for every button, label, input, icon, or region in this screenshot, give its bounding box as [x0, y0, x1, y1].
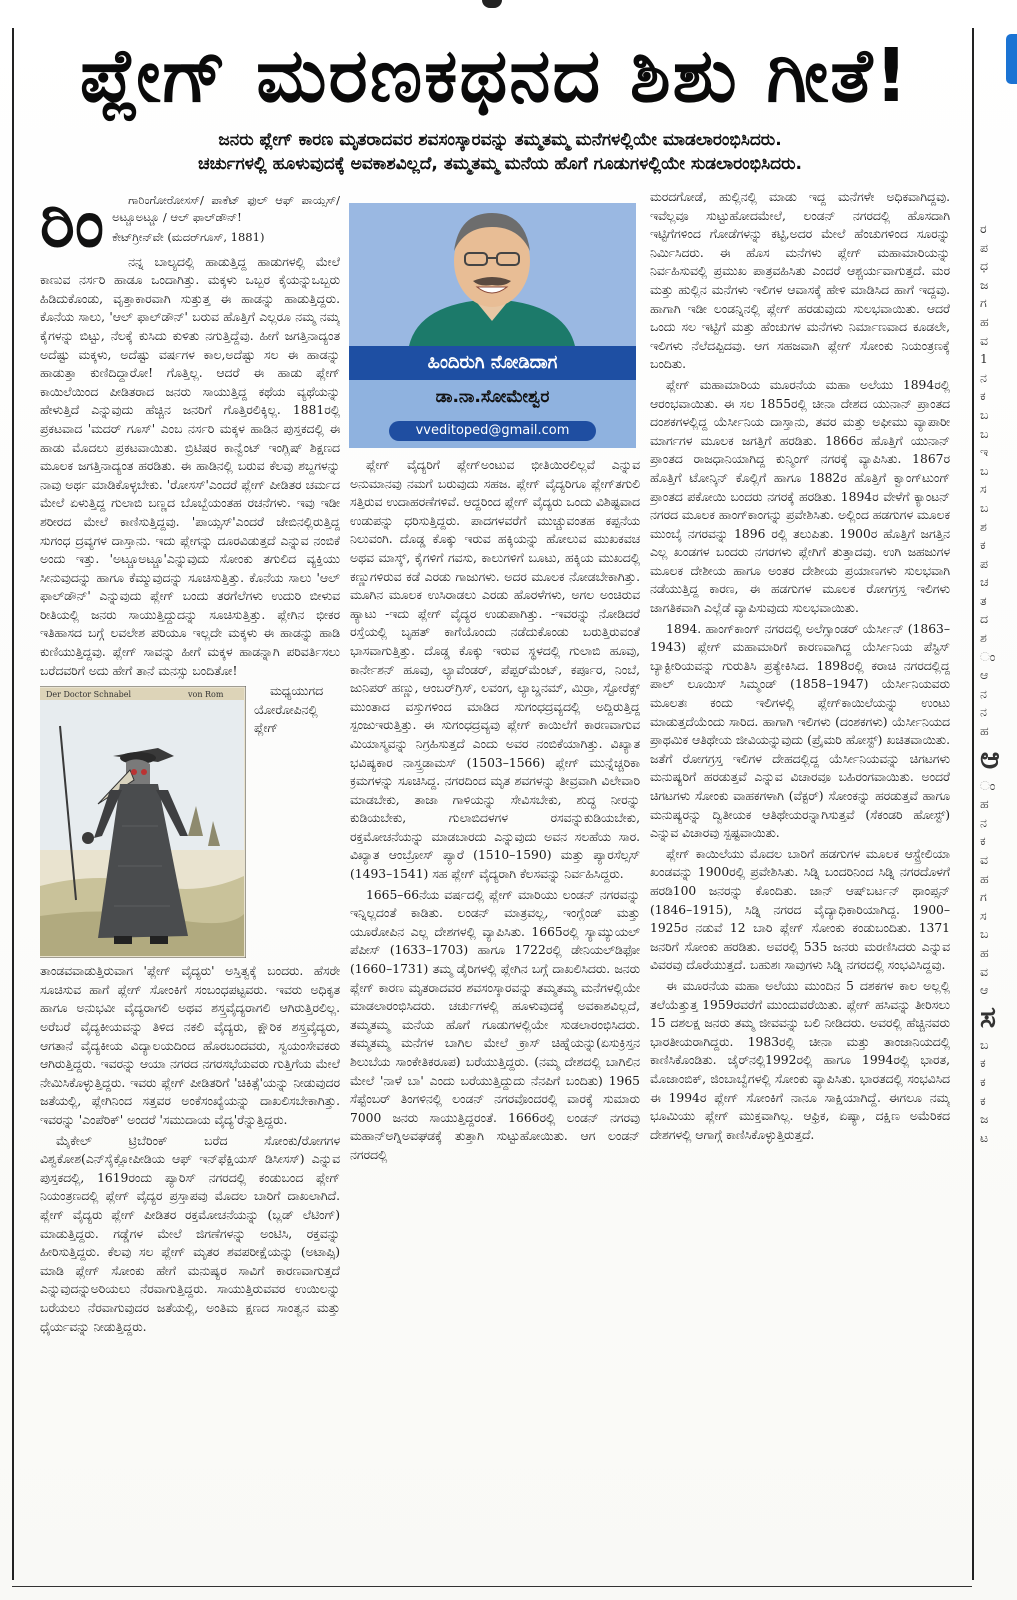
fragment-line-start: ಶ: [980, 519, 987, 534]
adjacent-article-fragment: [980, 220, 1017, 1580]
fragment-line-start: ದ: [980, 612, 988, 627]
fragment-line-start: ಸ: [980, 482, 987, 497]
article-column-3: [650, 188, 950, 1568]
page-top-mark: [482, 0, 502, 8]
fragment-line-start: ಹ: [980, 871, 989, 886]
fragment-line-start: ನ: [980, 815, 987, 830]
drop-cap: ರಿಂ: [40, 192, 105, 262]
column-1-paragraph-1: ನನ್ನ ಬಾಲ್ಯದಲ್ಲಿ ಹಾಡುತ್ತಿದ್ದ ಹಾಡುಗಳಲ್ಲಿ ಮೇಲೆ ಕಾಣುವ ನರ್ಸರಿ ಹಾಡೂ ಒಂದಾಗಿತ್ತು. ಮಕ್ಕಳು ಒಬ್ಬರ ಕೈಯನ್ನುಒಬ್ಬರು ಹಿಡಿದುಕೊಂಡು, ವೃತ್ತಾಕಾರವಾಗಿ ಸುತ್ತುತ್ತ ಈ ಹಾಡನ್ನು ಹಾಡುತ್ತಿದ್ದರು. ಕೊನೆಯ ಸಾಲು, 'ಆಲ್ ಫಾಲ್‌ಡೌನ್' ಬರುವ ಹೊತ್ತಿಗೆ ಎಲ್ಲರೂ ನಮ್ಮ ನಮ್ಮ ಕೈಗಳನ್ನು ಬಿಟ್ಟು, ನೆಲಕ್ಕೆ ಕುಸಿದು ಕುಳಿತು ನಗುತ್ತಿದ್ದೆವು. ಹೀಗೆ ಜಗತ್ತಿನಾದ್ಯಂತ ಅದೆಷ್ಟು ಮಕ್ಕಳು, ಅದೆಷ್ಟು ವರ್ಷಗಳ ಕಾಲ,ಅದೆಷ್ಟು ಸಲ ಈ ಹಾಡನ್ನು ಹಾಡುತ್ತಾ ಕುಣಿದಿದ್ದಾರೋ! ಗೊತ್ತಿಲ್ಲ. ಆದರೆ ಈ ಹಾಡು ಪ್ಲೇಗ್ ಕಾಯಿಲೆಯಿಂದ ಪೀಡಿತರಾದ ಜನರು ಸಾಯುತ್ತಿದ್ದ ಕಥೆಯ ವ್ಯಥೆಯನ್ನು ಹೇಳುತ್ತಿದೆ ಎನ್ನುವುದು ಹೆಚ್ಚಿನ ಜನರಿಗೆ ಗೊತ್ತಿರಲಿಕ್ಕಿಲ್ಲ. 1881ರಲ್ಲಿ ಪ್ರಕಟವಾದ 'ಮದರ್ ಗೂಸ್' ಎಂಬ ನರ್ಸರಿ ಮಕ್ಕಳ ಹಾಡಿನ ಪುಸ್ತಕದಲ್ಲಿ ಈ ಹಾಡು ಮೊದಲು ಪ್ರಕಟವಾಯಿತು. ಬ್ರಿಟಿಷರ ಕಾನ್ವೆಂಟ್ ಇಂಗ್ಲಿಷ್ ಶಿಕ್ಷಣದ ಮೂಲಕ ಜಗತ್ತಿನಾದ್ಯಂತ ಹರಡಿತು. ಈ ಹಾಡಿನಲ್ಲಿ ಬರುವ ಕೆಲವು ಶಬ್ದಗಳನ್ನು ನಾವು ಅರ್ಥ ಮಾಡಿಕೊಳ್ಳಬೇಕು. 'ರೋಸಸ್'ಎಂದರೆ ಪ್ಲೇಗ್ ಪೀಡಿತರ ಚರ್ಮದ ಮೇಲೆ ಏಳುತ್ತಿದ್ದ ಗುಲಾಬಿ ಬಣ್ಣದ ಬೊಬ್ಬೆಯಂತಹ ರಚನೆಗಳು. ಇವು ಇಡೀ ಶರೀರದ ಮೇಲೆ ಕಾಣಿಸುತ್ತಿದ್ದವು. 'ಪಾಯ್ಸಸ್'ಎಂದರೆ ಜೇಬಿನಲ್ಲಿರುತ್ತಿದ್ದ ಸುಗಂಧ ದ್ರವ್ಯಗಳ ದಾಸ್ತಾನು. ಇದು ಪ್ಲೇಗನ್ನು ದೂರವಿಡುತ್ತದೆ ಎನ್ನುವ ನಂಬಿಕೆ ಅಂದು ಇತ್ತು. 'ಅಟ್ಚೂಅಟ್ಚೂ'ಎನ್ನುವುದು ಸೋಂಕು ತಗುಲಿದ ವ್ಯಕ್ತಿಯು ಸೀನುವುದನ್ನು ಹಾಗೂ ಕೆಮ್ಮುವುದನ್ನು ಸೂಚಿಸುತ್ತಿತ್ತು. ಕೊನೆಯ ಸಾಲು 'ಆಲ್ ಫಾಲ್‌ಡೌನ್' ಎನ್ನುವುದು ಪ್ಲೇಗ್ ಬಂದು ತರಗೆಲೆಗಳು ಉದುರಿ ಬೀಳುವ ರೀತಿಯಲ್ಲಿ ಜನರು ಸಾಯುತ್ತಿದ್ದುದನ್ನು ಸೂಚಿಸುತ್ತಿತ್ತು. ಪ್ಲೇಗಿನ ಭೀಕರ ಇತಿಹಾಸದ ಬಗ್ಗೆ ಲವಲೇಶ ಪರಿಯೂ ಇಲ್ಲದೇ ಮಕ್ಕಳು ಈ ಹಾಡನ್ನು ಹಾಡಿ ಕುಣಿಯುತ್ತಿದ್ದವು. ಪ್ಲೇಗ್ ಸಾವನ್ನು ಹೀಗೆ ಮಕ್ಕಳ ಹಾಡನ್ನಾಗಿ ಪರಿವರ್ತಿಸಲು ಬರೆದವರಿಗೆ ಅದು ಹೇಗೆ ತಾನೆ ಮನಸ್ಸು ಬಂದಿತೋ!: [40, 254, 340, 678]
fragment-line-start: ಹ: [980, 945, 989, 960]
fragment-line-start: ಂ: [980, 778, 996, 793]
fragment-line-start: ಬ: [980, 407, 989, 422]
fragment-line-start: ವ: [980, 333, 988, 348]
fragment-line-start: ಜ: [980, 277, 989, 292]
author-photo-box: [349, 203, 636, 448]
nursery-rhyme-epigraph: ಗಾರಿಂಗೋರೋಸಸ್/ ಪಾಕೆಟ್ ಫುಲ್ ಆಫ್ ಪಾಯ್ಸಸ್/ ಅಟ್ಚೂಅಟ್ಚೂ / ಆಲ್ ಫಾಲ್‌ಡೌನ್!: [112, 193, 340, 224]
column-3-paragraph-1: ಮರದಗೋಡೆ, ಹುಲ್ಲಿನಲ್ಲಿ ಮಾಡು ಇದ್ದ ಮನೆಗಳೇ ಅಧಿಕವಾಗಿದ್ದವು. ಇವೆಲ್ಲವೂ ಸುಟ್ಟುಹೋದಮೇಲೆ, ಲಂಡನ್ ನಗರದಲ್ಲಿ ಹೊಸದಾಗಿ ಇಟ್ಟಿಗೆಗಳಿಂದ ಗೋಡೆಗಳನ್ನು ಕಟ್ಟಿ,ಅದರ ಮೇಲೆ ಹೆಂಚುಗಳಿಂದ ಸೂರನ್ನು ನಿರ್ಮಿಸಿದರು. ಈ ಹೊಸ ಮನೆಗಳು ಪ್ಲೇಗ್ ಮಹಾಮಾರಿಯನ್ನು ನಿರ್ವಹಿಸುವಲ್ಲಿ ಪ್ರಮುಖ ಪಾತ್ರವಹಿಸಿತು ಎಂದರೆ ಆಶ್ಚರ್ಯವಾಗುತ್ತದೆ. ಮರ ಮತ್ತು ಹುಲ್ಲಿನ ಮನೆಗಳು ಇಲಿಗಳ ಆವಾಸಕ್ಕೆ ಹೇಳಿ ಮಾಡಿಸಿದ ಹಾಗೆ ಇದ್ದವು. ಹಾಗಾಗಿ ಇಡೀ ಲಂಡನ್ನಿನಲ್ಲಿ ಪ್ಲೇಗ್ ಹರಡುವುದು ಸುಲಭವಾಯಿತು. ಆದರೆ ಒಂದು ಸಲ ಇಟ್ಟಿಗೆ ಮತ್ತು ಹೆಂಚುಗಳ ಮನೆಗಳು ನಿರ್ಮಾಣವಾದ ಕೂಡಲೇ, ಇಲಿಗಳು ನೆಲೆದಪ್ಪಿದವು. ಆಗ ಸಹಜವಾಗಿ ಪ್ಲೇಗ್ ಸೋಂಕು ನಿಯಂತ್ರಣಕ್ಕೆ ಬಂದಿತು.: [650, 190, 950, 372]
article-headline: ಪ್ಲೇಗ್ ಮರಣಕಥನದ ಶಿಶು ಗೀತೆ!: [79, 33, 911, 119]
author-email[interactable]: vveditoped@gmail.com: [389, 421, 596, 441]
fragment-line-start: ಸ: [980, 908, 987, 923]
fragment-line-start: ವ: [980, 964, 988, 979]
fragment-heading-letter: ಸ: [980, 999, 996, 1035]
article-column-1: [40, 192, 340, 1572]
fragment-line-start: ಟ: [980, 1130, 989, 1145]
author-name: ಡಾ.ನಾ.ಸೋಮೇಶ್ವರ: [435, 387, 550, 407]
epigraph-citation: ಕೇಟ್‌ಗ್ರೀನ್‌ವೇ (ಮದರ್‌ಗೂಸ್, 1881): [112, 230, 265, 244]
fragment-line-start: ನ: [980, 370, 987, 385]
fragment-line-start: ಬ: [980, 1037, 989, 1052]
right-column-rule: [972, 28, 974, 1580]
column-3-paragraph-3: 1894. ಹಾಂಗ್‌ಕಾಂಗ್ ನಗರದಲ್ಲಿ ಅಲೆಗ್ಸಾಂಡರ್ ಯೆರ್ಸೀನ್ (1863–1943) ಪ್ಲೇಗ್ ಮಹಾಮಾರಿಗೆ ಕಾರಣವಾಗಿದ್ದ ಯೆರ್ಸೀನಿಯ ಪೆಸ್ಟಿಸ್ ಬ್ಯಾಕ್ಟೀರಿಯವನ್ನು ಗುರುತಿಸಿ ಪ್ರತ್ಯೇಕಿಸಿದ. 1898ರಲ್ಲಿ ಕರಾಚಿ ನಗರದಲ್ಲಿದ್ದ ಪಾಲ್ ಲೂಯಿಸ್ ಸಿಮ್ಮಂಡ್ (1858–1947) ಯೆರ್ಸೀನಿಯವರು ಮೂಲತಃ ಕಂದು ಇಲಿಗಳಲ್ಲಿ ಪ್ಲೇಗ್‌ಕಾಯಿಲೆಯನ್ನು ಉಂಟು ಮಾಡುತ್ತದೆಯೆಂದು ಸಾರಿದ. ಹಾಗಾಗಿ ಇಲಿಗಳು (ದಂಶಕಗಳು) ಯೆರ್ಸೀನಿಯದ ಪ್ರಾಥಮಿಕ ಆತಿಥೇಯ ಜೀವಿಯನ್ನುವುದು (ಪ್ರೈಮರಿ ಹೋಸ್ಟ್) ಖಚಿತವಾಯಿತು. ಜತೆಗೆ ರೋಗಗ್ರಸ್ತ ಇಲಿಗಳ ದೇಹದಲ್ಲಿದ್ದ ಯೆರ್ಸೀನಿಯವನ್ನು ಚಿಗಟಗಳು ಮನುಷ್ಯರಿಗೆ ಹರಡುತ್ತವೆ ಎನ್ನುವ ವಿಚಾರವೂ ಬಹಿರಂಗವಾಯಿತು. ಅಂದರೆ ಚಿಗಟಗಳು ಸೋಂಕು ವಾಹಕಗಳಾಗಿ (ವೆಕ್ಟರ್) ಸೋಂಕನ್ನು ಹರಡುತ್ತವೆ ಹಾಗೂ ಮನುಷ್ಯರನ್ನು ದ್ವಿತೀಯಕ ಆತಿಥೇಯರನ್ನಾಗಿಸುತ್ತವೆ (ಸೆಕಂಡರಿ ಹೋಸ್ಟ್) ಎನ್ನುವ ವಿಚಾರವು ಸ್ಪಷ್ಟವಾಯಿತು.: [650, 621, 950, 841]
fragment-line-start: ಧ: [980, 259, 988, 274]
fragment-line-start: ಬ: [980, 927, 989, 942]
left-column-rule: [12, 28, 14, 1580]
fragment-line-start: ಆ: [980, 983, 989, 998]
column-2-paragraph-1: ಪ್ಲೇಗ್ ವೈದ್ಯರಿಗೆ ಪ್ಲೇಗ್‌ಅಂಟುವ ಭೀತಿಯಿರಲಿಲ್ಲವೆ ಎನ್ನುವ ಅನುಮಾನವು ನಮಗೆ ಬರುವುದು ಸಹಜ. ಪ್ಲೇಗ್ ವೈದ್ಯರಿಗೂ ಪ್ಲೇಗ್‌ತಗುಲಿ ಸತ್ತಿರುವ ಉದಾಹರಣೆಗಳಿವೆ. ಆದ್ದರಿಂದ ಪ್ಲೇಗ್ ವೈದ್ಯರು ಒಂದು ವಿಶಿಷ್ಟವಾದ ಉಡುಪನ್ನು ಧರಿಸುತ್ತಿದ್ದರು. ಪಾದಗಳವರೆಗೆ ಮುಚ್ಚುವಂತಹ ಕಪ್ಪನೆಯ ನಿಲುವಂಗಿ. ದೊಡ್ಡ ಕೊಕ್ಕು ಇರುವ ಹಕ್ಕಿಯನ್ನು ಹೋಲುವ ಮುಖಕವಚ ಅಥವ ಮಾಸ್ಕ್, ಕೈಗಳಿಗೆ ಗವಸು, ಕಾಲುಗಳಿಗೆ ಬೂಟು, ಹಕ್ಕಿಯ ಮುಖದಲ್ಲಿ ಕಣ್ಣುಗಳಿರುವ ಕಡೆ ಎರಡು ಗಾಜುಗಳು. ಅದರ ಮೂಲಕ ನೋಡಬೇಕಾಗಿತ್ತು. ಮೂಗಿನ ಮೂಲಕ ಉಸಿರಾಡಲು ಎರಡು ಹೊರಳೆಗಳು, ಅಗಲ ಅಂಚಿರುವ ಹ್ಯಾಟು -ಇದು ಪ್ಲೇಗ್ ವೈದ್ಯರ ಉಡುಪಾಗಿತ್ತು. -ಇವರನ್ನು ನೋಡಿದರೆ ರಸ್ತೆಯಲ್ಲಿ ಬೃಹತ್ ಕಾಗೆಯೊಂದು ನಡೆದುಕೊಂಡು ಬರುತ್ತಿರುವಂತೆ ಭಾಸವಾಗುತ್ತಿತ್ತು. ದೊಡ್ಡ ಕೊಕ್ಕು ಇರುವ ಸ್ಥಳದಲ್ಲಿ ಗುಲಾಬಿ ಹೂವು, ಕಾರ್ನೇಶನ್ ಹೂವು, ಲ್ಯಾವೆಂಡರ್, ಪೆಪ್ಪರ್‌ಮೆಂಟ್, ಕರ್ಪೂರ, ನಿಂಬೆ, ಜುನಿಪರ್ ಹಣ್ಣು, ಆಂಬರ್‌ಗ್ರಿಸ್, ಲವಂಗ, ಲ್ಯಾಬ್ಡನಮ್, ಮಿರ್ರಾ, ಸ್ಟೋರೆಕ್ಸ್ ಮುಂತಾದ ವಸ್ತುಗಳಿಂದ ಮಾಡಿದ ಸುಗಂಧದ್ರವ್ಯದಲ್ಲಿ ಅದ್ದಿರುತ್ತಿದ್ದ ಸ್ಪಂಜುಇರುತ್ತಿತ್ತು. ಈ ಸುಗಂಧದ್ರವ್ಯವು ಪ್ಲೇಗ್ ಕಾಯಿಲೆಗೆ ಕಾರಣವಾಗುವ ಮಿಯಾಸ್ಮವನ್ನು ನಿಗ್ರಹಿಸುತ್ತದೆ ಎಂದು ಅವರ ನಂಬಿಕೆಯಾಗಿತ್ತು. ವಿಖ್ಯಾತ ಭವಿಷ್ಯಕಾರ ನಾಸ್ತ್ರಡಾಮಸ್ (1503–1566) ಪ್ಲೇಗ್ ಮುನ್ನೆಚ್ಚರಿಕಾ ಕ್ರಮಗಳನ್ನು ಸೂಚಿಸಿದ್ದ. ನಗರದಿಂದ ಮೃತ ಶವಗಳನ್ನು ತೀವ್ರವಾಗಿ ವಿಲೇವಾರಿ ಮಾಡಬೇಕು, ತಾಜಾ ಗಾಳಿಯನ್ನು ಸೇವಿಸಬೇಕು, ಶುದ್ಧ ನೀರನ್ನು ಕುಡಿಯಬೇಕು, ಗುಲಾಬಿದಳಗಳ ರಸವನ್ನುಕುಡಿಯಬೇಕು, ರಕ್ತಮೋಚನೆಯನ್ನು ಮಾಡಬಾರದು ಎನ್ನುವುದು ಅವನ ಸಲಹೆಯ ಸಾರ. ವಿಖ್ಯಾತ ಆಂಬ್ರೋಸ್ ಪ್ಯಾರೆ (1510–1590) ಮತ್ತು ಪ್ಯಾರಸೆಲ್ಸಸ್ (1493–1541) ಸಹ ಪ್ಲೇಗ್ ವೈದ್ಯರಾಗಿ ಕೆಲಸವನ್ನು ನಿರ್ವಹಿಸಿದ್ದರು.: [350, 458, 640, 882]
fragment-line-start: ವ: [980, 853, 988, 867]
fragment-line-start: ಗ: [980, 890, 987, 905]
fragment-line-start: ಕ: [980, 1074, 986, 1089]
fragment-line-start: ನ: [980, 686, 987, 701]
bottom-rule: [12, 1586, 972, 1587]
fragment-line-start: ಹ: [980, 724, 989, 739]
fragment-line-start: ತ: [980, 593, 987, 608]
fragment-line-start: 1: [980, 352, 988, 367]
fragment-line-start: ಪ: [980, 240, 988, 255]
column-2-paragraph-2: 1665–66ನೆಯ ವರ್ಷದಲ್ಲಿ ಪ್ಲೇಗ್ ಮಾರಿಯು ಲಂಡನ್ ನಗರವನ್ನು ಇನ್ನಿಲ್ಲದಂತೆ ಕಾಡಿತು. ಲಂಡನ್ ಮಾತ್ರವಲ್ಲ, ಇಂಗ್ಲೆಂಡ್ ಮತ್ತು ಯೂರೋಪಿನ ಎಲ್ಲ ದೇಶಗಳಲ್ಲಿ ವ್ಯಾಪಿಸಿತು. 1665ರಲ್ಲಿ ಸ್ಯಾಮ್ಯುಯಲ್ ಪೆಪೀಸ್ (1633–1703) ಹಾಗೂ 1722ರಲ್ಲಿ ಡೇನಿಯಲ್‌ಡಿಫೋ (1660–1731) ತಮ್ಮ ಡೈರಿಗಳಲ್ಲಿ ಪ್ಲೇಗಿನ ಬಗ್ಗೆ ದಾಖಲಿಸಿದರು. ಜನರು ಪ್ಲೇಗ್ ಕಾರಣ ಮೃತರಾದವರ ಶವಸಂಸ್ಕಾರವನ್ನು ತಮ್ಮತಮ್ಮ ಮನೆಗಳಲ್ಲಿಯೇ ಮಾಡಲಾರಂಭಿಸಿದರು. ಚರ್ಚುಗಳಲ್ಲಿ ಹೂಳುವುದಕ್ಕೆ ಅವಕಾಶವಿಲ್ಲದೆ, ತಮ್ಮತಮ್ಮ ಮನೆಯ ಹೊಗೆ ಗೂಡುಗಳಲ್ಲಿಯೇ ಸುಡಲಾರಂಭಿಸಿದರು. ತಮ್ಮತಮ್ಮ ಮನೆಗಳ ಬಾಗಿಲ ಮೇಲೆ ಕ್ರಾಸ್ ಚಿಹ್ನೆಯನ್ನು(ಏಸುಕ್ರಿಸ್ತನ ಶಿಲುಬೆಯ ಸಾಂಕೇತಿಕರೂಪ) ಬರೆಯುತ್ತಿದ್ದರು. (ನಮ್ಮ ದೇಶದಲ್ಲಿ ಬಾಗಿಲಿನ ಮೇಲೆ 'ನಾಳೆ ಬಾ' ಎಂದು ಬರೆಯುತ್ತಿದ್ದುದು ನೆನಪಿಗೆ ಬಂದಿತು) 1965 ಸೆಪ್ಟೆಂಬರ್ ತಿಂಗಳಿನಲ್ಲಿ ಲಂಡನ್ ನಗರವೊಂದರಲ್ಲಿ ವಾರಕ್ಕೆ ಸುಮಾರು 7000 ಜನರು ಸಾಯುತ್ತಿದ್ದರಂತೆ. 1666ರಲ್ಲಿ ಲಂಡನ್ ನಗರವು ಮಹಾನ್‌ಅಗ್ನಿಅವಘಡಕ್ಕೆ ತುತ್ತಾಗಿ ಸುಟ್ಟುಹೋಯಿತು. ಆಗ ಲಂಡನ್ ನಗರದಲ್ಲಿ: [350, 887, 640, 1162]
fragment-line-start: ಕ: [980, 1056, 986, 1071]
author-portrait: [349, 203, 636, 346]
fragment-line-start: ಗ: [980, 296, 987, 311]
fragment-line-start: ಇ: [980, 445, 988, 460]
column-1-paragraph-3: ಮೈಕೇಲ್ ಟ್ರಿಬೆರಿಂಕ್ ಬರೆದ ಸೋಂಕು/ರೋಗಗಳ ವಿಶ್ವಕೋಶ(ಎನ್‌ಸೈಕ್ಲೋಪೀಡಿಯ ಆಫ್ ಇನ್‌ಫೆಕ್ಷಿಯಸ್ ಡಿಸೀಸಸ್) ಎನ್ನುವ ಪುಸ್ತಕದಲ್ಲಿ, 1619ರಂದು ಪ್ಯಾರಿಸ್ ನಗರದಲ್ಲಿ ಕಂಡುಬಂದ ಪ್ಲೇಗ್ ನಿಯಂತ್ರಣದಲ್ಲಿ ಪ್ಲೇಗ್ ವೈದ್ಯರ ಪ್ರಸ್ತಾಪವು ಮೊದಲ ಬಾರಿಗೆ ದಾಖಲಾಗಿದೆ. ಪ್ಲೇಗ್ ವೈದ್ಯರು ಪ್ಲೇಗ್ ಪೀಡಿತರ ರಕ್ತಮೋಚನೆಯನ್ನು (ಬ್ಲಡ್ ಲೆಟಿಂಗ್) ಮಾಡುತ್ತಿದ್ದರು. ಗಡ್ಡೆಗಳ ಮೇಲೆ ಜಿಗಣೆಗಳನ್ನು ಅಂಟಿಸಿ, ರಕ್ತವನ್ನು ಹೀರಿಸುತ್ತಿದ್ದರು. ಕೆಲವು ಸಲ ಪ್ಲೇಗ್ ಮೃತರ ಶವಪರೀಕ್ಷೆಯನ್ನು (ಅಟಾಪ್ಸಿ) ಮಾಡಿ ಪ್ಲೇಗ್ ಸೋಂಕು ಹೇಗೆ ಮನುಷ್ಯರ ಸಾವಿಗೆ ಕಾರಣವಾಗುತ್ತದೆ ಎನ್ನುವುದನ್ನುಅರಿಯಲು ನೆರವಾಗುತ್ತಿದ್ದರು. ಸಾಯುತ್ತಿರುವವರ ಉಯಿಲನ್ನು ಬರೆಯಲು ನೆರವಾಗುವುದರ ಜತೆಯಲ್ಲಿ, ಅಂತಿಮ ಕ್ಷಣದ ಸಾಂತ್ವನ ಮತ್ತು ಧೈರ್ಯವನ್ನು ನೀಡುತ್ತಿದ್ದರು.: [40, 1133, 340, 1334]
fragment-line-start: ಕ: [980, 1093, 986, 1108]
fragment-line-start: ಬ: [980, 463, 989, 478]
article-deck: [60, 128, 940, 176]
fragment-line-start: ಕ: [980, 834, 986, 849]
fragment-line-start: ಬ: [980, 426, 989, 441]
article-column-2: [350, 456, 640, 1571]
fragment-line-start: ರ: [980, 222, 987, 236]
fragment-line-start: ಹ: [980, 797, 989, 812]
fragment-line-start: ಂ: [980, 649, 996, 664]
column-3-paragraph-4: ಪ್ಲೇಗ್ ಕಾಯಿಲೆಯು ಮೊದಲ ಬಾರಿಗೆ ಹಡಗುಗಳ ಮೂಲಕ ಆಸ್ಟ್ರೇಲಿಯಾ ಖಂಡವನ್ನು 1900ರಲ್ಲಿ ಪ್ರವೇಶಿಸಿತು. ಸಿಡ್ನಿ ಬಂದರಿನಿಂದ ಸಿಡ್ನಿ ನಗರದೊಳಗೆ ಹರಡಿ100 ಜನರನ್ನು ಕೊಂದಿತು. ಜಾನ್ ಆಷ್‌ಬರ್ಟನ್ ಥಾಂಪ್ಸನ್ (1846–1915), ಸಿಡ್ನಿ ನಗರದ ವೈದ್ಯಾಧಿಕಾರಿಯಾಗಿದ್ದ. 1900–1925ರ ನಡುವೆ 12 ಬಾರಿ ಪ್ಲೇಗ್ ಸೋಂಕು ಕಂಡುಬಂದಿತು. 1371 ಜನರಿಗೆ ಸೋಂಕು ಹರಡಿತು. ಅವರಲ್ಲಿ 535 ಜನರು ಮರಣಿಸಿದರು ಎನ್ನುವ ವಿವರವು ದೊರೆಯುತ್ತದೆ. ಬಹುಶಃ ಸಾವುಗಳು ಸಿಡ್ನಿ ನಗರದಲ್ಲಿ ಸಂಭವಿಸಿದ್ದವು.: [650, 846, 950, 973]
fragment-line-start: ಬ: [980, 500, 989, 515]
deck-line-1: ಜನರು ಪ್ಲೇಗ್ ಕಾರಣ ಮೃತರಾದವರ ಶವಸಂಸ್ಕಾರವನ್ನು ತಮ್ಮತಮ್ಮ ಮನೆಗಳಲ್ಲಿಯೇ ಮಾಡಲಾರಂಭಿಸಿದರು.: [218, 130, 782, 150]
fragment-line-start: ಪ: [980, 556, 988, 571]
plague-doctor-engraving: [40, 686, 246, 958]
fragment-line-start: ಚ: [980, 575, 989, 590]
column-3-paragraph-5: ಈ ಮೂರನೆಯ ಮಹಾ ಅಲೆಯು ಮುಂದಿನ 5 ದಶಕಗಳ ಕಾಲ ಅಲ್ಲಲ್ಲಿ ತಲೆಯೆತ್ತುತ್ತ 1959ರವರೆಗೆ ಮುಂದುವರೆಯಿತು. ಪ್ಲೇಗ್ ಹಸಿವನ್ನು ತೀರಿಸಲು 15 ದಶಲಕ್ಷ ಜನರು ತಮ್ಮ ಜೀವವನ್ನು ಬಲಿ ನೀಡಿದರು. ಅವರಲ್ಲಿ ಹೆಚ್ಚಿನವರು ಭಾರತೀಯರಾಗಿದ್ದರು. 1983ರಲ್ಲಿ ಚೀನಾ ಮತ್ತು ತಾಂಜಾನಿಯದಲ್ಲಿ ಕಾಣಿಸಿಕೊಂಡಿತು. ಜೈರ್‌ನಲ್ಲಿ1992ರಲ್ಲಿ ಹಾಗೂ 1994ರಲ್ಲಿ ಭಾರತ, ಮೊಜಾಂಬಿಕ್, ಜಿಂಬಾಬ್ವೆಗಳಲ್ಲಿ ಸೋಂಕು ವ್ಯಾಪಿಸಿತು. ಭಾರತದಲ್ಲಿ ಸಂಭವಿಸಿದ ಈ 1994ರ ಪ್ಲೇಗ್ ಸೋಂಕಿಗೆ ನಾನೂ ಸಾಕ್ಷಿಯಾಗಿದ್ದೆ. ಈಗಲೂ ನಮ್ಮ ಭೂಮಿಯು ಪ್ಲೇಗ್ ಮುಕ್ತವಾಗಿಲ್ಲ. ಆಫ್ರಿಕ, ಏಷ್ಯಾ, ದಕ್ಷಿಣ ಅಮೆರಿಕದ ದೇಶಗಳಲ್ಲಿ ಆಗಾಗ್ಗೆ ಕಾಣಿಸಿಕೊಳ್ಳುತ್ತಿರುತ್ತದೆ.: [650, 978, 950, 1142]
column-3-paragraph-2: ಪ್ಲೇಗ್ ಮಹಾಮಾರಿಯ ಮೂರನೆಯ ಮಹಾ ಅಲೆಯು 1894ರಲ್ಲಿ ಆರಂಭವಾಯಿತು. ಈ ಸಲ 1855ರಲ್ಲಿ ಚೀನಾ ದೇಶದ ಯುನಾನ್ ಪ್ರಾಂತದ ದಂಶಕಗಳಲ್ಲಿದ್ದ ಯೆರ್ಸೀನಿಯ ದಾಸ್ತಾನು, ತವರ ಮತ್ತು ಅಫೀಮು ವ್ಯಾಪಾರೀ ಮಾರ್ಗಗಳ ಮೂಲಕ ಜಗತ್ತಿಗೆ ಹರಡಿತು. 1866ರ ಹೊತ್ತಿಗೆ ಯುನಾನ್ ಪ್ರಾಂತದ ರಾಜಧಾನಿಯಾಗಿದ್ದ ಕುನ್ಮಿಂಗ್ ನಗರಕ್ಕೆ ವ್ಯಾಪಿಸಿತು. 1867ರ ಹೊತ್ತಿಗೆ ಟೋನ್ಕಿನ್ ಕೊಲ್ಲಿಗೆ ಹಾಗೂ 1882ರ ಹೊತ್ತಿಗೆ ಕ್ವಾಂಗ್‌ಟುಂಗ್ ಪ್ರಾಂತದ ಪಕೋಯಿ ಬಂದರು ನಗರಕ್ಕೆ ಹರಡಿತು. 1894ರ ವೇಳೆಗೆ ಕ್ಯಾಂಟನ್ ನಗರದ ಮೂಲಕ ಹಾಂಗ್‌ಕಾಂಗನ್ನು ಪ್ರವೇಶಿಸಿತು. ಅಲ್ಲಿಂದ ಹಡಗುಗಳ ಮೂಲಕ ಮುಂಬೈ ನಗರವನ್ನು 1896 ರಲ್ಲಿ ತಲುಪಿತು. 1900ರ ಹೊತ್ತಿಗೆ ಜಗತ್ತಿನ ಎಲ್ಲ ಖಂಡಗಳ ಬಂದರು ನಗರಗಳು ಪ್ಲೇಗಿಗೆ ತುತ್ತಾದವು. ಉಗಿ ಜಹಜುಗಳ ಮೂಲಕ ದೇಶೀಯ ಹಾಗೂ ಅಂತರ ದೇಶೀಯ ಪ್ರಯಾಣಗಳು ಸುಲಭವಾಗಿ ನಡೆಯುತ್ತಿದ್ದ ಕಾರಣ, ಈ ಹಡಗುಗಳ ಮೂಲಕ ರೋಗಗ್ರಸ್ತ ಇಲಿಗಳು ಜಾಗತಿಕವಾಗಿ ಎಲ್ಲೆಡೆ ವ್ಯಾಪಿಸುವುದು ಸುಲಭವಾಯಿತು.: [650, 377, 950, 616]
fragment-heading-letter: ಆ: [980, 740, 1000, 776]
fragment-line-start: ನ: [980, 705, 987, 720]
fragment-line-start: ಆ: [980, 668, 989, 683]
fragment-line-start: ಕ: [980, 538, 986, 553]
adjacent-page-blue-tab: [1006, 34, 1017, 84]
column-name: ಹಿಂದಿರುಗಿ ನೋಡಿದಾಗ: [349, 346, 636, 380]
deck-line-2: ಚರ್ಚುಗಳಲ್ಲಿ ಹೂಳುವುದಕ್ಕೆ ಅವಕಾಶವಿಲ್ಲದೆ, ತಮ್ಮತಮ್ಮ ಮನೆಯ ಹೊಗೆ ಗೂಡುಗಳಲ್ಲಿಯೇ ಸುಡಲಾರಂಭಿಸಿದರು.: [198, 154, 802, 174]
engraving-caption-left: Der Doctor Schnabel: [46, 690, 132, 700]
fragment-line-start: ಕ: [980, 389, 986, 404]
engraving-caption-right: von Rom: [188, 690, 224, 700]
fragment-line-start: ಹ: [980, 314, 989, 329]
fragment-line-start: ಶ: [980, 631, 987, 646]
fragment-line-start: ಜ: [980, 1112, 989, 1127]
column-1-paragraph-2: ಮಧ್ಯಯುಗದ ಯೋರೋಪಿನಲ್ಲಿ ಪ್ಲೇಗ್ ತಾಂಡವವಾಡುತ್ತಿರುವಾಗ 'ಪ್ಲೇಗ್ ವೈದ್ಯರು' ಅಸ್ತಿತ್ವಕ್ಕೆ ಬಂದರು. ಹೆಸರೇ ಸೂಚಿಸುವ ಹಾಗೆ ಪ್ಲೇಗ್ ಸೋಂಕಿಗೆ ಸಂಬಂಧಪಟ್ಟವರು. ಇವರು ಅಧಿಕೃತ ಹಾಗೂ ಅನುಭವೀ ವೈದ್ಯರಾಗಲಿ ಅಥವ ಶಸ್ತ್ರವೈದ್ಯರಾಗಲಿ ಆಗಿರುತ್ತಿರಲಿಲ್ಲ. ಅರೆಬರೆ ವೈದ್ಯಕೀಯವನ್ನು ತಿಳಿದ ನಕಲಿ ವೈದ್ಯರು, ಕ್ಷೌರಿಕ ಶಸ್ತ್ರವೈದ್ಯರು, ಆಗತಾನೆ ವೈದ್ಯಕೀಯ ವಿದ್ಯಾಲಯದಿಂದ ಹೊರಬಂದವರು, ಸ್ವಯಂಸೇವಕರು ಆಗಿರುತ್ತಿದ್ದರು. ಇವರನ್ನು ಆಯಾ ನಗರದ ನಗರಸಭೆಯವರು ಗುತ್ತಿಗೆಯ ಮೇಲೆ ನೇಮಿಸಿಕೊಳ್ಳುತ್ತಿದ್ದರು. ಇವರು ಪ್ಲೇಗ್ ಪೀಡಿತರಿಗೆ 'ಚಿಕಿತ್ಸೆ'ಯನ್ನು ನೀಡುವುದರ ಜತೆಯಲ್ಲಿ, ಪ್ಲೇಗಿನಿಂದ ಸತ್ತವರ ಅಂಕೆಸಂಖ್ಯೆಯನ್ನು ದಾಖಲಿಸಬೇಕಾಗಿತ್ತು. ಇವರನ್ನು 'ಎಂಪೆರಿಕ್' ಅಂದರೆ 'ಸಮುದಾಯ ವೈದ್ಯ'ರೆನ್ನುತ್ತಿದ್ದರು.: [40, 684, 340, 1127]
